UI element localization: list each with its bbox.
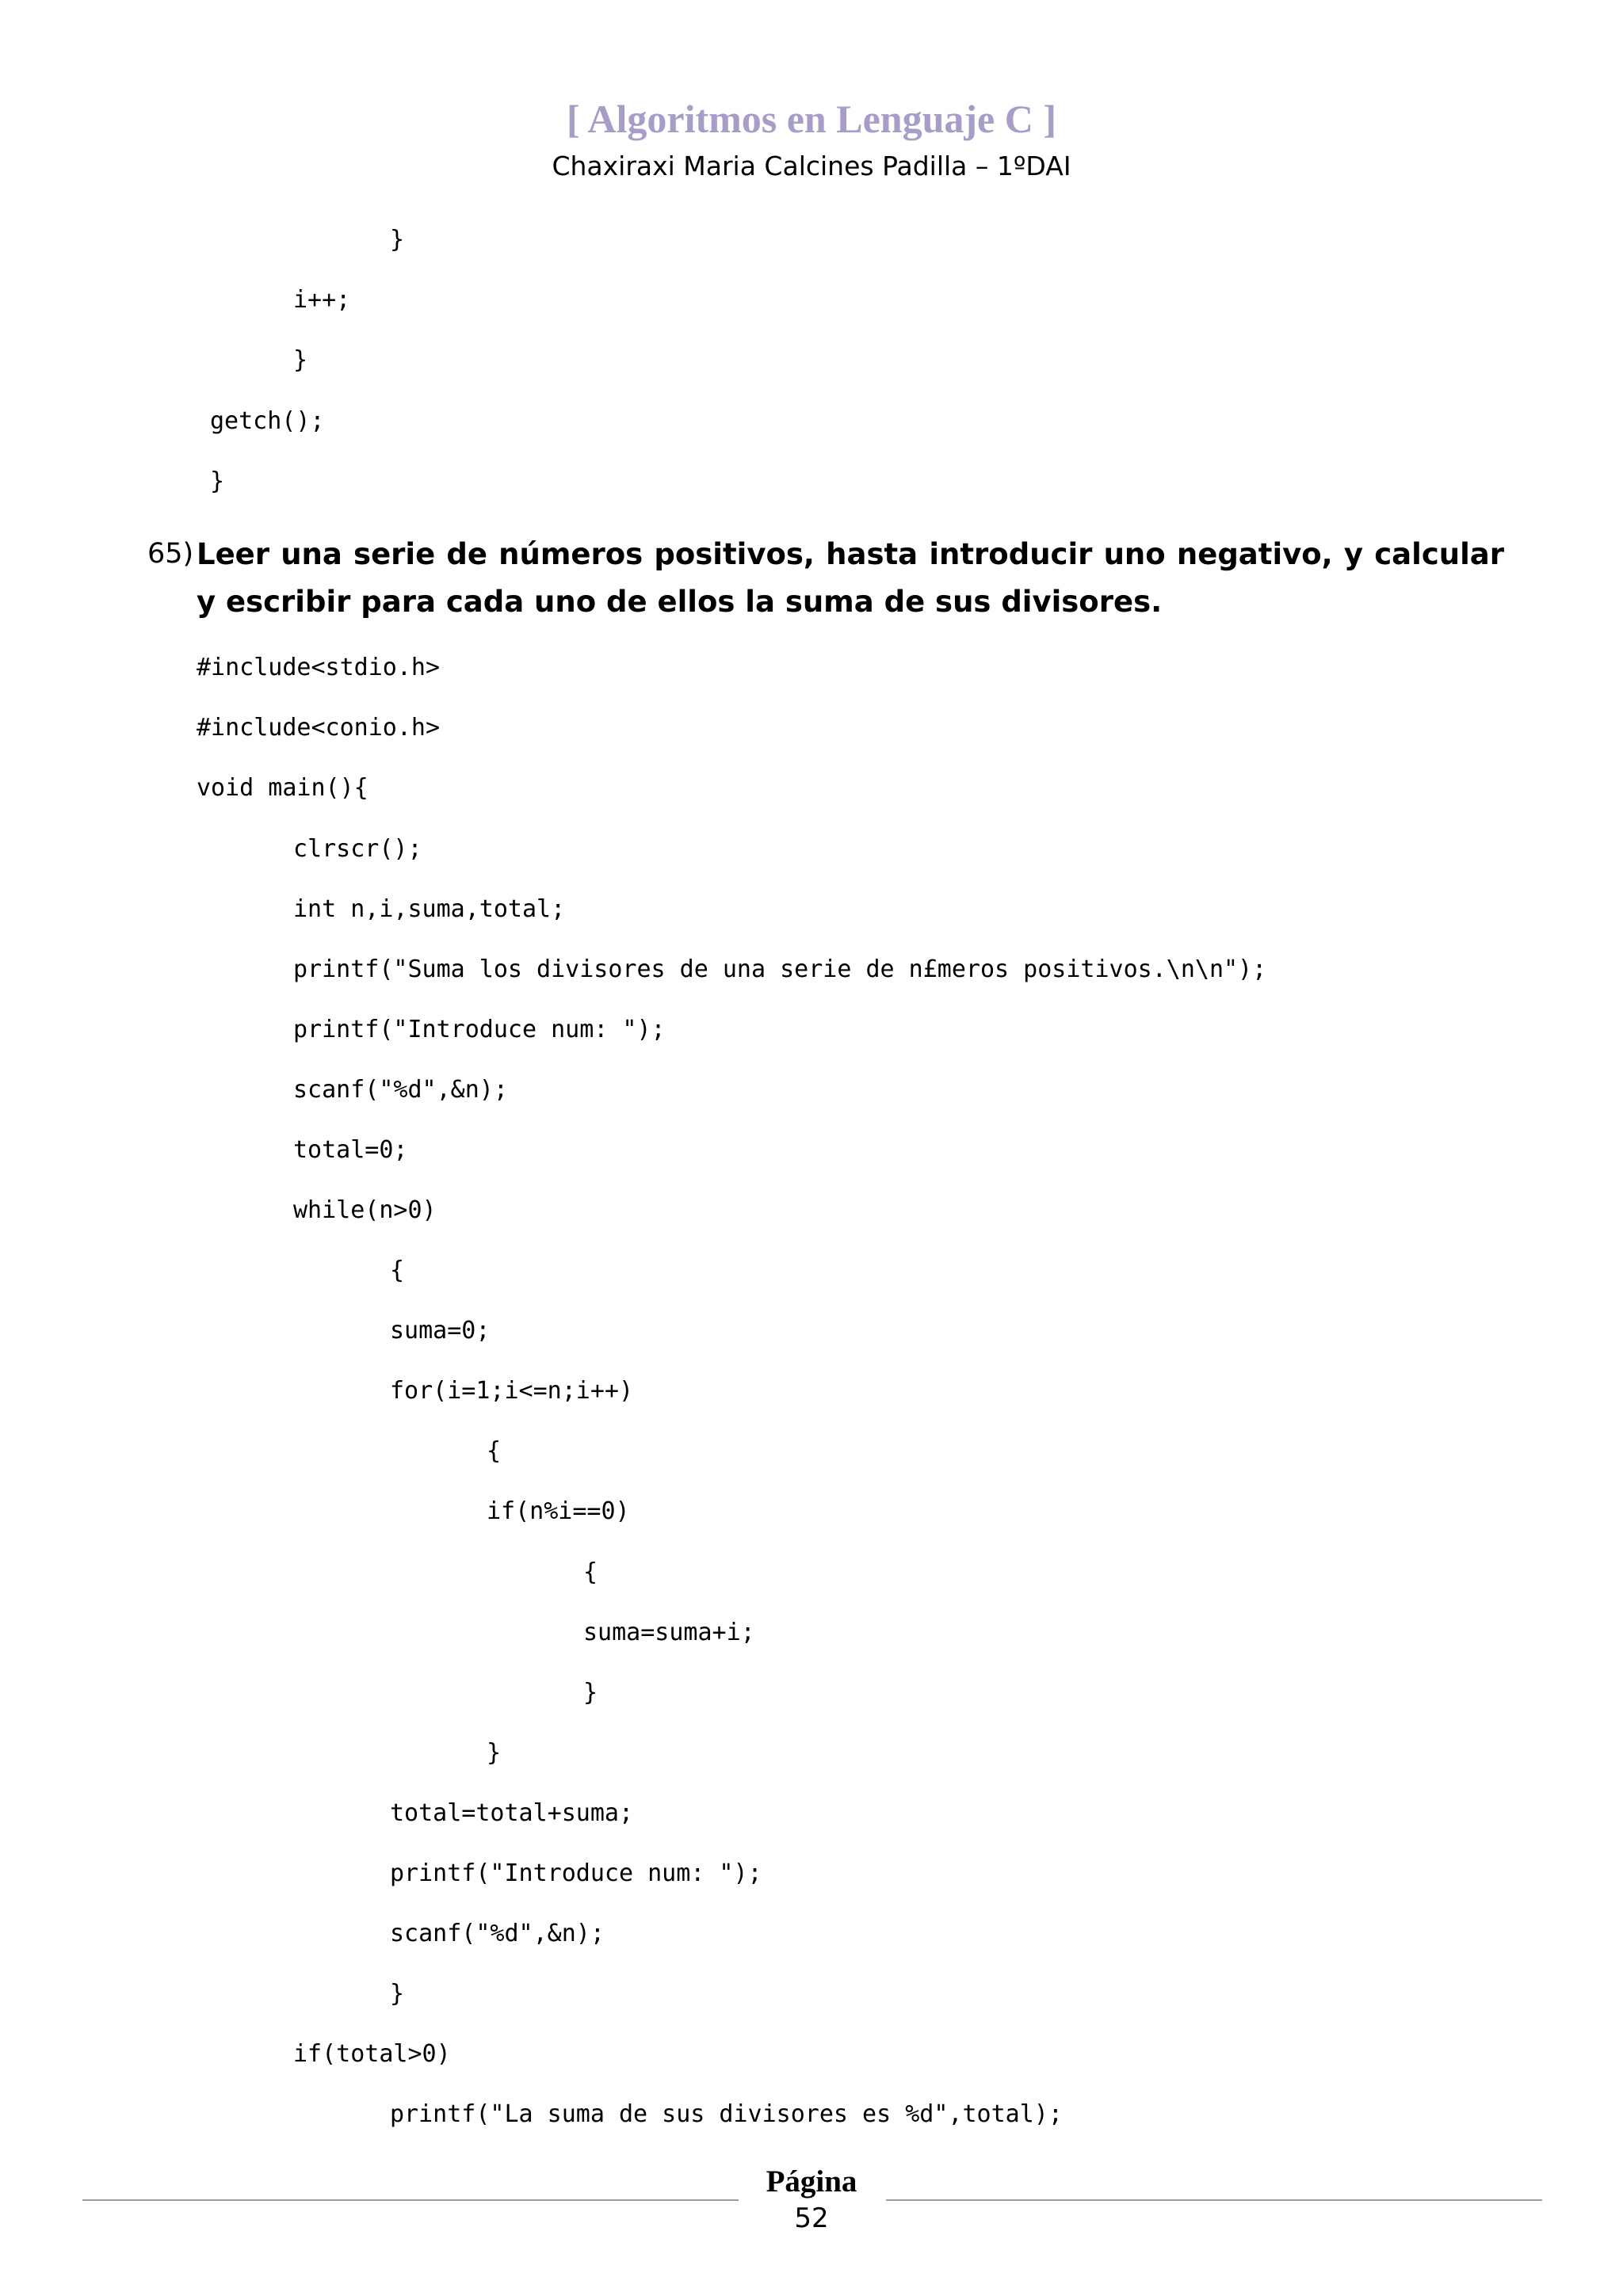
code-line: total=total+suma; [390,1799,634,1827]
code-line: suma=0; [390,1317,491,1344]
page-number: 52 [794,2203,829,2234]
code-line: suma=suma+i; [583,1619,755,1646]
code-line: total=0; [293,1136,408,1164]
code-line: if(n%i==0) [487,1497,630,1525]
code-line: } [210,467,225,495]
code-line: } [390,1980,405,2008]
code-line: printf("Introduce num: "); [293,1016,666,1043]
code-line: printf("Introduce num: "); [390,1859,762,1887]
code-line: printf("La suma de sus divisores es %d",total); [390,2100,1063,2128]
document-author: Chaxiraxi Maria Calcines Padilla – 1ºDAI [552,151,1071,181]
code-line: } [390,226,405,254]
footer-rule-right [886,2199,1542,2201]
exercise-number: 65) [147,538,194,570]
code-line: { [487,1437,502,1465]
code-line: scanf("%d",&n); [293,1076,508,1104]
code-line: #include<stdio.h> [197,654,441,681]
code-line: } [487,1739,502,1767]
code-line: printf("Suma los divisores de una serie de n£meros positivos.\n\n"); [293,955,1267,983]
code-line: getch(); [210,407,325,435]
footer-rule-left [82,2199,739,2201]
code-line: while(n>0) [293,1196,437,1224]
code-line: } [293,346,308,374]
code-line: for(i=1;i<=n;i++) [390,1377,634,1405]
page-label: Página [766,2164,857,2199]
code-line: scanf("%d",&n); [390,1920,605,1947]
document-title: [ Algoritmos en Lenguaje C ] [567,97,1056,141]
exercise-statement: Leer una serie de números positivos, hasta introducir uno negativo, y calcular y escribir para cada uno de ellos la suma de sus divisores. [197,537,1504,619]
code-line: void main(){ [197,774,369,802]
code-line: if(total>0) [293,2040,451,2068]
code-line: { [390,1257,405,1284]
code-line: { [583,1558,598,1586]
code-line: int n,i,suma,total; [293,895,566,923]
code-line: i++; [293,286,351,314]
code-line: clrscr(); [293,835,422,863]
code-line: } [583,1679,598,1707]
code-line: #include<conio.h> [197,714,441,742]
